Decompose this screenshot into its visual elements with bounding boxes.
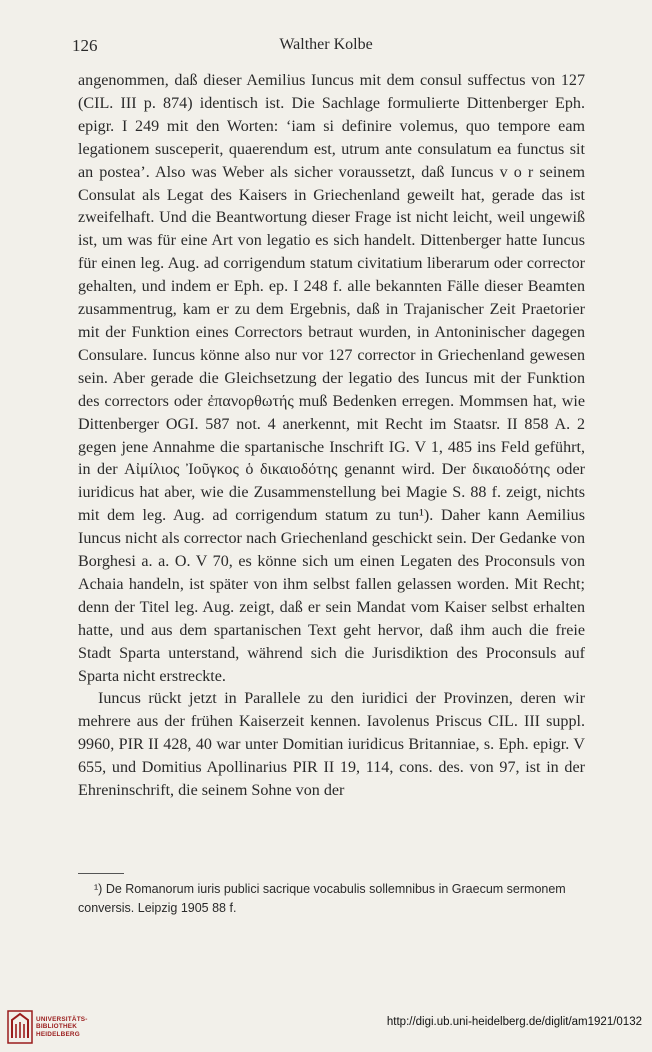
library-emblem-icon — [7, 1010, 33, 1044]
footnote — [78, 880, 585, 918]
main-text — [78, 70, 585, 803]
footnote-marker: ¹) — [94, 882, 103, 896]
library-logo[interactable] — [7, 1010, 97, 1046]
paragraph: angenommen, daß dieser Aemilius Iuncus mit dem consul suffectus von 127 (CIL. III p. 874) identisch ist. Die Sachlage formulierte Dittenberger Eph. epigr. I 249 mit den Worten: ‘iam si definire volemus, quo tempore eam legationem susceperit, quaerendum est, utrum ante consulatum ea functus sit an postea’. Also was Weber als sicher voraussetzt, daß Iuncus v o r seinem Consulat als Legat des Kaisers in Griechenland geweilt hat, gerade das ist zweifelhaft. Und die Beantwortung dieser Frage ist nicht leicht, weil ungewiß ist, um was für eine Art von legatio es sich handelt. Dittenberger hatte Iuncus für einen leg. Aug. ad corrigendum statum civitatium liberarum oder corrector gehalten, und indem er Eph. ep. I 248 f. alle bekannten Fälle dieser Beamten zusammentrug, kam er zu dem Ergebnis, daß in Trajanischer Zeit Praetorier mit der Funktion eines Correctors betraut wurden, in Antoninischer dagegen Consulare. Iuncus könne also nur vor 127 corrector in Griechenland gewesen sein. Aber gerade die Gleichsetzung der legatio des Iuncus mit der Funktion des correctors oder ἐπανορθωτής muß Bedenken erregen. Mommsen hat, wie Dittenberger OGI. 587 not. 4 anerkennt, mit Recht im Staatsr. II 858 A. 2 gegen jene Annahme die spartanische Inschrift IG. V 1, 485 ins Feld geführt, in der Αἰμίλιος Ἰοῦγκος ὁ δικαιοδότης genannt wird. Der δικαιοδότης oder iuridicus hat aber, wie die Zusammenstellung bei Magie S. 88 f. zeigt, nichts mit dem leg. Aug. ad corrigendum statum zu tun¹). Daher kann Aemilius Iuncus nicht als corrector nach Griechenland geschickt sein. Der Gedanke von Borghesi a. a. O. V 70, es könne sich um einen Legaten des Proconsuls von Achaia handeln, ist später von ihm selbst fallen gelassen worden. Mit Recht; denn der Titel leg. Aug. zeigt, daß er sein Mandat vom Kaiser selbst erhalten hatte, und aus dem spartanischen Text geht hervor, daß ihm auch die freie Stadt Sparta unterstand, während sich die Jurisdiktion des Proconsuls auf Sparta nicht erstreckte. — [78, 72, 585, 685]
footnote-text: De Romanorum iuris publici sacrique vocabulis sollemnibus in Graecum sermonem conversis. Leipzig 1905 88 f. — [78, 882, 566, 915]
page-number: 126 — [72, 36, 98, 55]
library-name-line: BIBLIOTHEK — [36, 1023, 78, 1031]
source-url-link[interactable]: http://digi.ub.uni-heidelberg.de/diglit/am1921/0132 — [386, 1016, 642, 1028]
library-name-line: HEIDELBERG — [36, 1030, 80, 1038]
library-name-line: UNIVERSITÄTS- — [36, 1016, 88, 1023]
paragraph: Iuncus rückt jetzt in Parallele zu den iuridici der Provinzen, deren wir mehrere aus der frühen Kaiserzeit kennen. Iavolenus Priscus CIL. III suppl. 9960, PIR II 428, 40 war unter Domitian iuridicus Britanniae, s. Eph. epigr. V 655, und Domitius Apollinarius PIR II 19, 114, cons. des. von 97, ist in der Ehreninschrift, die seinem Sohne von der — [78, 690, 585, 800]
page-header — [72, 36, 580, 60]
footnote-divider — [78, 873, 124, 874]
library-name — [36, 1016, 88, 1038]
running-head: Walther Kolbe — [279, 36, 373, 53]
